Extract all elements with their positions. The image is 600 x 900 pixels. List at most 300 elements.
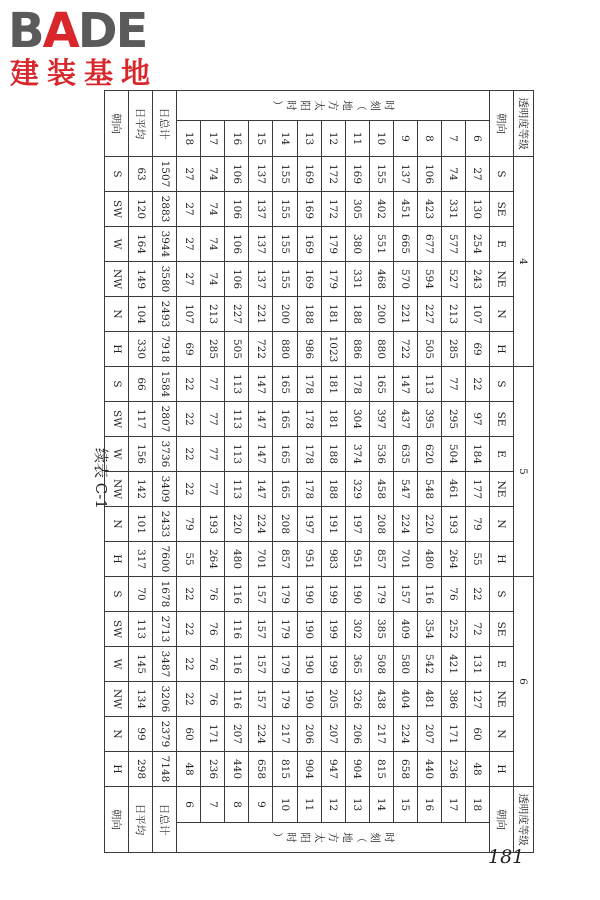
value-cell: 305 (345, 192, 369, 227)
value-cell: 131 (465, 647, 489, 682)
value-cell: 181 (321, 367, 345, 402)
time-label-char: ） (271, 100, 284, 111)
hour-right: 10 (273, 787, 297, 823)
value-cell: 27 (177, 262, 201, 297)
value-cell: 48 (177, 752, 201, 787)
table-row (465, 91, 489, 853)
value-cell: 77 (201, 437, 225, 472)
value-cell: 904 (345, 752, 369, 787)
value-cell: 224 (249, 507, 273, 542)
bottom-orientation: W (105, 437, 129, 472)
value-cell: 69 (465, 332, 489, 367)
value-cell: 947 (321, 752, 345, 787)
value-cell: 421 (441, 647, 465, 682)
value-cell: 137 (249, 157, 273, 192)
column-header: S (489, 157, 513, 192)
value-cell: 155 (273, 157, 297, 192)
value-cell: 191 (321, 507, 345, 542)
time-label-char: 时 (285, 832, 298, 843)
time-label-char: 地 (341, 832, 354, 843)
value-cell: 207 (417, 717, 441, 752)
daily-total-cell: 7918 (153, 332, 177, 367)
value-cell: 904 (297, 752, 321, 787)
value-cell: 77 (201, 472, 225, 507)
value-cell: 76 (201, 612, 225, 647)
value-cell: 461 (441, 472, 465, 507)
daily-avg-label: 日平均 (129, 91, 153, 157)
daily-avg-cell: 145 (129, 647, 153, 682)
column-header: N (489, 717, 513, 752)
table-row (417, 91, 441, 853)
value-cell: 77 (201, 402, 225, 437)
bottom-orientation: SW (105, 612, 129, 647)
value-cell: 217 (369, 717, 393, 752)
orientation-label-bottom-right: 朝向 (105, 787, 129, 853)
value-cell: 48 (465, 752, 489, 787)
value-cell: 395 (417, 402, 441, 437)
value-cell: 326 (345, 682, 369, 717)
value-cell: 227 (417, 297, 441, 332)
column-header: H (489, 542, 513, 577)
value-cell: 165 (273, 437, 297, 472)
value-cell: 165 (273, 367, 297, 402)
hour-right: 16 (417, 787, 441, 823)
value-cell: 206 (345, 717, 369, 752)
value-cell: 147 (249, 367, 273, 402)
value-cell: 179 (273, 647, 297, 682)
value-cell: 22 (177, 647, 201, 682)
time-label-char: 时 (383, 100, 396, 111)
bade-logo (8, 3, 178, 98)
value-cell: 1023 (321, 332, 345, 367)
value-cell: 27 (177, 227, 201, 262)
value-cell: 224 (249, 717, 273, 752)
value-cell: 207 (225, 717, 249, 752)
value-cell: 76 (201, 577, 225, 612)
value-cell: 221 (249, 297, 273, 332)
value-cell: 243 (465, 262, 489, 297)
value-cell: 329 (345, 472, 369, 507)
value-cell: 527 (441, 262, 465, 297)
column-header: SE (489, 612, 513, 647)
column-header: N (489, 297, 513, 332)
transparency-group-5: 5 (513, 367, 533, 577)
daily-total-cell: 1584 (153, 367, 177, 402)
value-cell: 224 (393, 717, 417, 752)
value-cell: 264 (441, 542, 465, 577)
table-row (297, 91, 321, 853)
value-cell: 458 (369, 472, 393, 507)
bottom-orientation: SW (105, 192, 129, 227)
value-cell: 74 (201, 157, 225, 192)
value-cell: 213 (441, 297, 465, 332)
time-label-char: 太 (313, 832, 326, 843)
value-cell: 193 (201, 507, 225, 542)
hour-right: 12 (321, 787, 345, 823)
time-label-left (177, 91, 490, 121)
value-cell: 106 (225, 157, 249, 192)
value-cell: 547 (393, 472, 417, 507)
bottom-orientation: W (105, 227, 129, 262)
value-cell: 536 (369, 437, 393, 472)
value-cell: 165 (273, 472, 297, 507)
value-cell: 504 (441, 437, 465, 472)
time-label-char: （ (355, 100, 368, 111)
value-cell: 404 (393, 682, 417, 717)
value-cell: 295 (441, 402, 465, 437)
time-label-char: 刻 (369, 100, 382, 111)
value-cell: 254 (465, 227, 489, 262)
daily-avg-cell: 99 (129, 717, 153, 752)
bottom-orientation: H (105, 332, 129, 367)
table-row (201, 91, 225, 853)
value-cell: 480 (225, 542, 249, 577)
value-cell: 178 (297, 367, 321, 402)
column-header: NE (489, 472, 513, 507)
value-cell: 551 (369, 227, 393, 262)
solar-radiation-table (104, 90, 534, 846)
value-cell: 178 (345, 367, 369, 402)
value-cell: 179 (273, 612, 297, 647)
value-cell: 354 (417, 612, 441, 647)
value-cell: 886 (345, 332, 369, 367)
value-cell: 157 (249, 682, 273, 717)
value-cell: 178 (297, 437, 321, 472)
hour-right: 8 (225, 787, 249, 823)
daily-avg-cell: 66 (129, 367, 153, 402)
value-cell: 137 (249, 192, 273, 227)
daily-total-cell: 3736 (153, 437, 177, 472)
orientation-label: 朝向 (489, 91, 513, 157)
value-cell: 22 (177, 367, 201, 402)
table-row (441, 91, 465, 853)
bottom-orientation: W (105, 647, 129, 682)
value-cell: 76 (441, 577, 465, 612)
table-row (345, 91, 369, 853)
value-cell: 451 (393, 192, 417, 227)
value-cell: 213 (201, 297, 225, 332)
daily-total-cell: 2379 (153, 717, 177, 752)
hour-left: 13 (297, 121, 321, 157)
value-cell: 542 (417, 647, 441, 682)
daily-total-cell: 2433 (153, 507, 177, 542)
value-cell: 22 (177, 682, 201, 717)
table-row (249, 91, 273, 853)
value-cell: 169 (297, 227, 321, 262)
value-cell: 74 (441, 157, 465, 192)
value-cell: 397 (369, 402, 393, 437)
value-cell: 380 (345, 227, 369, 262)
daily-total-cell: 1507 (153, 157, 177, 192)
column-header: SE (489, 402, 513, 437)
value-cell: 620 (417, 437, 441, 472)
daily-total-cell: 3580 (153, 262, 177, 297)
hour-right: 17 (441, 787, 465, 823)
value-cell: 386 (441, 682, 465, 717)
time-label-right (177, 823, 490, 853)
value-cell: 74 (201, 262, 225, 297)
bottom-orientation: NW (105, 472, 129, 507)
value-cell: 236 (201, 752, 225, 787)
time-label-char: 地 (341, 100, 354, 111)
daily-total-cell: 7600 (153, 542, 177, 577)
daily-avg-cell: 63 (129, 157, 153, 192)
value-cell: 252 (441, 612, 465, 647)
daily-total-label: 日总计 (153, 91, 177, 157)
value-cell: 199 (321, 647, 345, 682)
bottom-orientation: NW (105, 262, 129, 297)
hour-left: 11 (345, 121, 369, 157)
value-cell: 197 (297, 507, 321, 542)
value-cell: 880 (273, 332, 297, 367)
value-cell: 60 (465, 717, 489, 752)
value-cell: 181 (321, 402, 345, 437)
value-cell: 106 (417, 157, 441, 192)
value-cell: 169 (297, 262, 321, 297)
value-cell: 179 (273, 577, 297, 612)
bottom-orientation: H (105, 752, 129, 787)
value-cell: 147 (393, 367, 417, 402)
value-cell: 113 (225, 367, 249, 402)
value-cell: 165 (369, 367, 393, 402)
daily-total-cell: 3206 (153, 682, 177, 717)
daily-total-cell: 2713 (153, 612, 177, 647)
hour-left: 17 (201, 121, 225, 157)
value-cell: 220 (417, 507, 441, 542)
value-cell: 951 (345, 542, 369, 577)
time-label-char: ） (271, 832, 284, 843)
value-cell: 179 (321, 227, 345, 262)
value-cell: 27 (177, 157, 201, 192)
value-cell: 188 (297, 297, 321, 332)
value-cell: 635 (393, 437, 417, 472)
value-cell: 188 (321, 437, 345, 472)
column-header: S (489, 367, 513, 402)
bottom-orientation: N (105, 507, 129, 542)
column-header: N (489, 507, 513, 542)
value-cell: 179 (273, 682, 297, 717)
value-cell: 172 (321, 192, 345, 227)
value-cell: 594 (417, 262, 441, 297)
value-cell: 137 (249, 262, 273, 297)
daily-avg-cell: 142 (129, 472, 153, 507)
value-cell: 331 (345, 262, 369, 297)
column-header: H (489, 752, 513, 787)
value-cell: 22 (177, 577, 201, 612)
value-cell: 437 (393, 402, 417, 437)
value-cell: 200 (273, 297, 297, 332)
value-cell: 190 (297, 682, 321, 717)
value-cell: 147 (249, 402, 273, 437)
hour-right: 9 (249, 787, 273, 823)
value-cell: 169 (345, 157, 369, 192)
value-cell: 79 (177, 507, 201, 542)
value-cell: 137 (393, 157, 417, 192)
value-cell: 468 (369, 262, 393, 297)
value-cell: 205 (321, 682, 345, 717)
value-cell: 722 (249, 332, 273, 367)
time-label-char: 阳 (299, 832, 312, 843)
value-cell: 227 (225, 297, 249, 332)
value-cell: 171 (201, 717, 225, 752)
hour-right: 13 (345, 787, 369, 823)
value-cell: 665 (393, 227, 417, 262)
value-cell: 548 (417, 472, 441, 507)
value-cell: 130 (465, 192, 489, 227)
daily-avg-cell: 156 (129, 437, 153, 472)
value-cell: 113 (225, 402, 249, 437)
value-cell: 155 (273, 192, 297, 227)
daily-avg-cell: 330 (129, 332, 153, 367)
time-label-char: 时 (285, 100, 298, 111)
daily-total-cell: 1678 (153, 577, 177, 612)
hour-right: 18 (465, 787, 489, 823)
value-cell: 236 (441, 752, 465, 787)
bottom-orientation: S (105, 367, 129, 402)
hour-right: 11 (297, 787, 321, 823)
orientation-label-right: 朝向 (489, 787, 513, 853)
value-cell: 815 (369, 752, 393, 787)
daily-total-cell: 2883 (153, 192, 177, 227)
value-cell: 217 (273, 717, 297, 752)
daily-avg-cell: 113 (129, 612, 153, 647)
value-cell: 208 (369, 507, 393, 542)
value-cell: 116 (225, 612, 249, 647)
bottom-orientation: N (105, 297, 129, 332)
value-cell: 179 (321, 262, 345, 297)
value-cell: 193 (441, 507, 465, 542)
value-cell: 97 (465, 402, 489, 437)
table-row (393, 91, 417, 853)
value-cell: 147 (249, 437, 273, 472)
hour-left: 16 (225, 121, 249, 157)
value-cell: 365 (345, 647, 369, 682)
hour-right: 15 (393, 787, 417, 823)
value-cell: 155 (273, 227, 297, 262)
value-cell: 224 (393, 507, 417, 542)
orientation-label-bottom: 朝向 (105, 91, 129, 157)
value-cell: 221 (393, 297, 417, 332)
value-cell: 331 (441, 192, 465, 227)
daily-total-cell: 3409 (153, 472, 177, 507)
hour-right: 7 (201, 787, 225, 823)
value-cell: 188 (321, 472, 345, 507)
time-label-char: 阳 (299, 100, 312, 111)
value-cell: 60 (177, 717, 201, 752)
daily-avg-cell: 149 (129, 262, 153, 297)
column-header: NE (489, 682, 513, 717)
table-row (273, 91, 297, 853)
value-cell: 505 (417, 332, 441, 367)
value-cell: 505 (225, 332, 249, 367)
value-cell: 570 (393, 262, 417, 297)
page-number: 181 (488, 846, 525, 868)
value-cell: 701 (393, 542, 417, 577)
value-cell: 440 (417, 752, 441, 787)
value-cell: 302 (345, 612, 369, 647)
transparency-group-6: 6 (513, 577, 533, 787)
value-cell: 113 (225, 472, 249, 507)
value-cell: 106 (225, 192, 249, 227)
value-cell: 677 (417, 227, 441, 262)
column-header: S (489, 577, 513, 612)
value-cell: 880 (369, 332, 393, 367)
value-cell: 27 (177, 192, 201, 227)
value-cell: 208 (273, 507, 297, 542)
hour-left: 14 (273, 121, 297, 157)
hour-left: 12 (321, 121, 345, 157)
value-cell: 951 (297, 542, 321, 577)
bottom-orientation: SW (105, 402, 129, 437)
table-row (321, 91, 345, 853)
value-cell: 197 (345, 507, 369, 542)
value-cell: 22 (177, 437, 201, 472)
corner-label-right: 透明度等级 (513, 787, 533, 853)
value-cell: 207 (321, 717, 345, 752)
value-cell: 76 (201, 682, 225, 717)
bottom-orientation: NW (105, 682, 129, 717)
value-cell: 264 (201, 542, 225, 577)
logo-wordmark: BADE (8, 3, 147, 59)
value-cell: 157 (249, 577, 273, 612)
value-cell: 69 (177, 332, 201, 367)
value-cell: 577 (441, 227, 465, 262)
value-cell: 374 (345, 437, 369, 472)
value-cell: 508 (369, 647, 393, 682)
value-cell: 106 (225, 262, 249, 297)
value-cell: 171 (441, 717, 465, 752)
hour-left: 6 (465, 121, 489, 157)
value-cell: 178 (297, 472, 321, 507)
daily-total-cell: 2493 (153, 297, 177, 332)
hour-left: 8 (417, 121, 441, 157)
daily-avg-cell: 164 (129, 227, 153, 262)
daily-avg-cell: 120 (129, 192, 153, 227)
daily-avg-cell: 70 (129, 577, 153, 612)
value-cell: 155 (369, 157, 393, 192)
daily-avg-cell: 117 (129, 402, 153, 437)
value-cell: 157 (249, 612, 273, 647)
value-cell: 116 (225, 577, 249, 612)
value-cell: 701 (249, 542, 273, 577)
bottom-orientation: H (105, 542, 129, 577)
value-cell: 857 (369, 542, 393, 577)
value-cell: 190 (297, 577, 321, 612)
value-cell: 658 (393, 752, 417, 787)
value-cell: 137 (249, 227, 273, 262)
value-cell: 199 (321, 612, 345, 647)
value-cell: 74 (201, 227, 225, 262)
value-cell: 157 (393, 577, 417, 612)
value-cell: 116 (417, 577, 441, 612)
column-header: NE (489, 262, 513, 297)
column-header: E (489, 437, 513, 472)
value-cell: 113 (417, 367, 441, 402)
table-row (177, 91, 201, 853)
daily-total-cell: 2807 (153, 402, 177, 437)
value-cell: 722 (393, 332, 417, 367)
value-cell: 440 (225, 752, 249, 787)
value-cell: 106 (225, 227, 249, 262)
column-header: H (489, 332, 513, 367)
daily-total-cell: 3487 (153, 647, 177, 682)
value-cell: 190 (297, 612, 321, 647)
value-cell: 77 (201, 367, 225, 402)
time-label-char: 刻 (369, 832, 382, 843)
value-cell: 74 (201, 192, 225, 227)
value-cell: 658 (249, 752, 273, 787)
value-cell: 27 (465, 157, 489, 192)
